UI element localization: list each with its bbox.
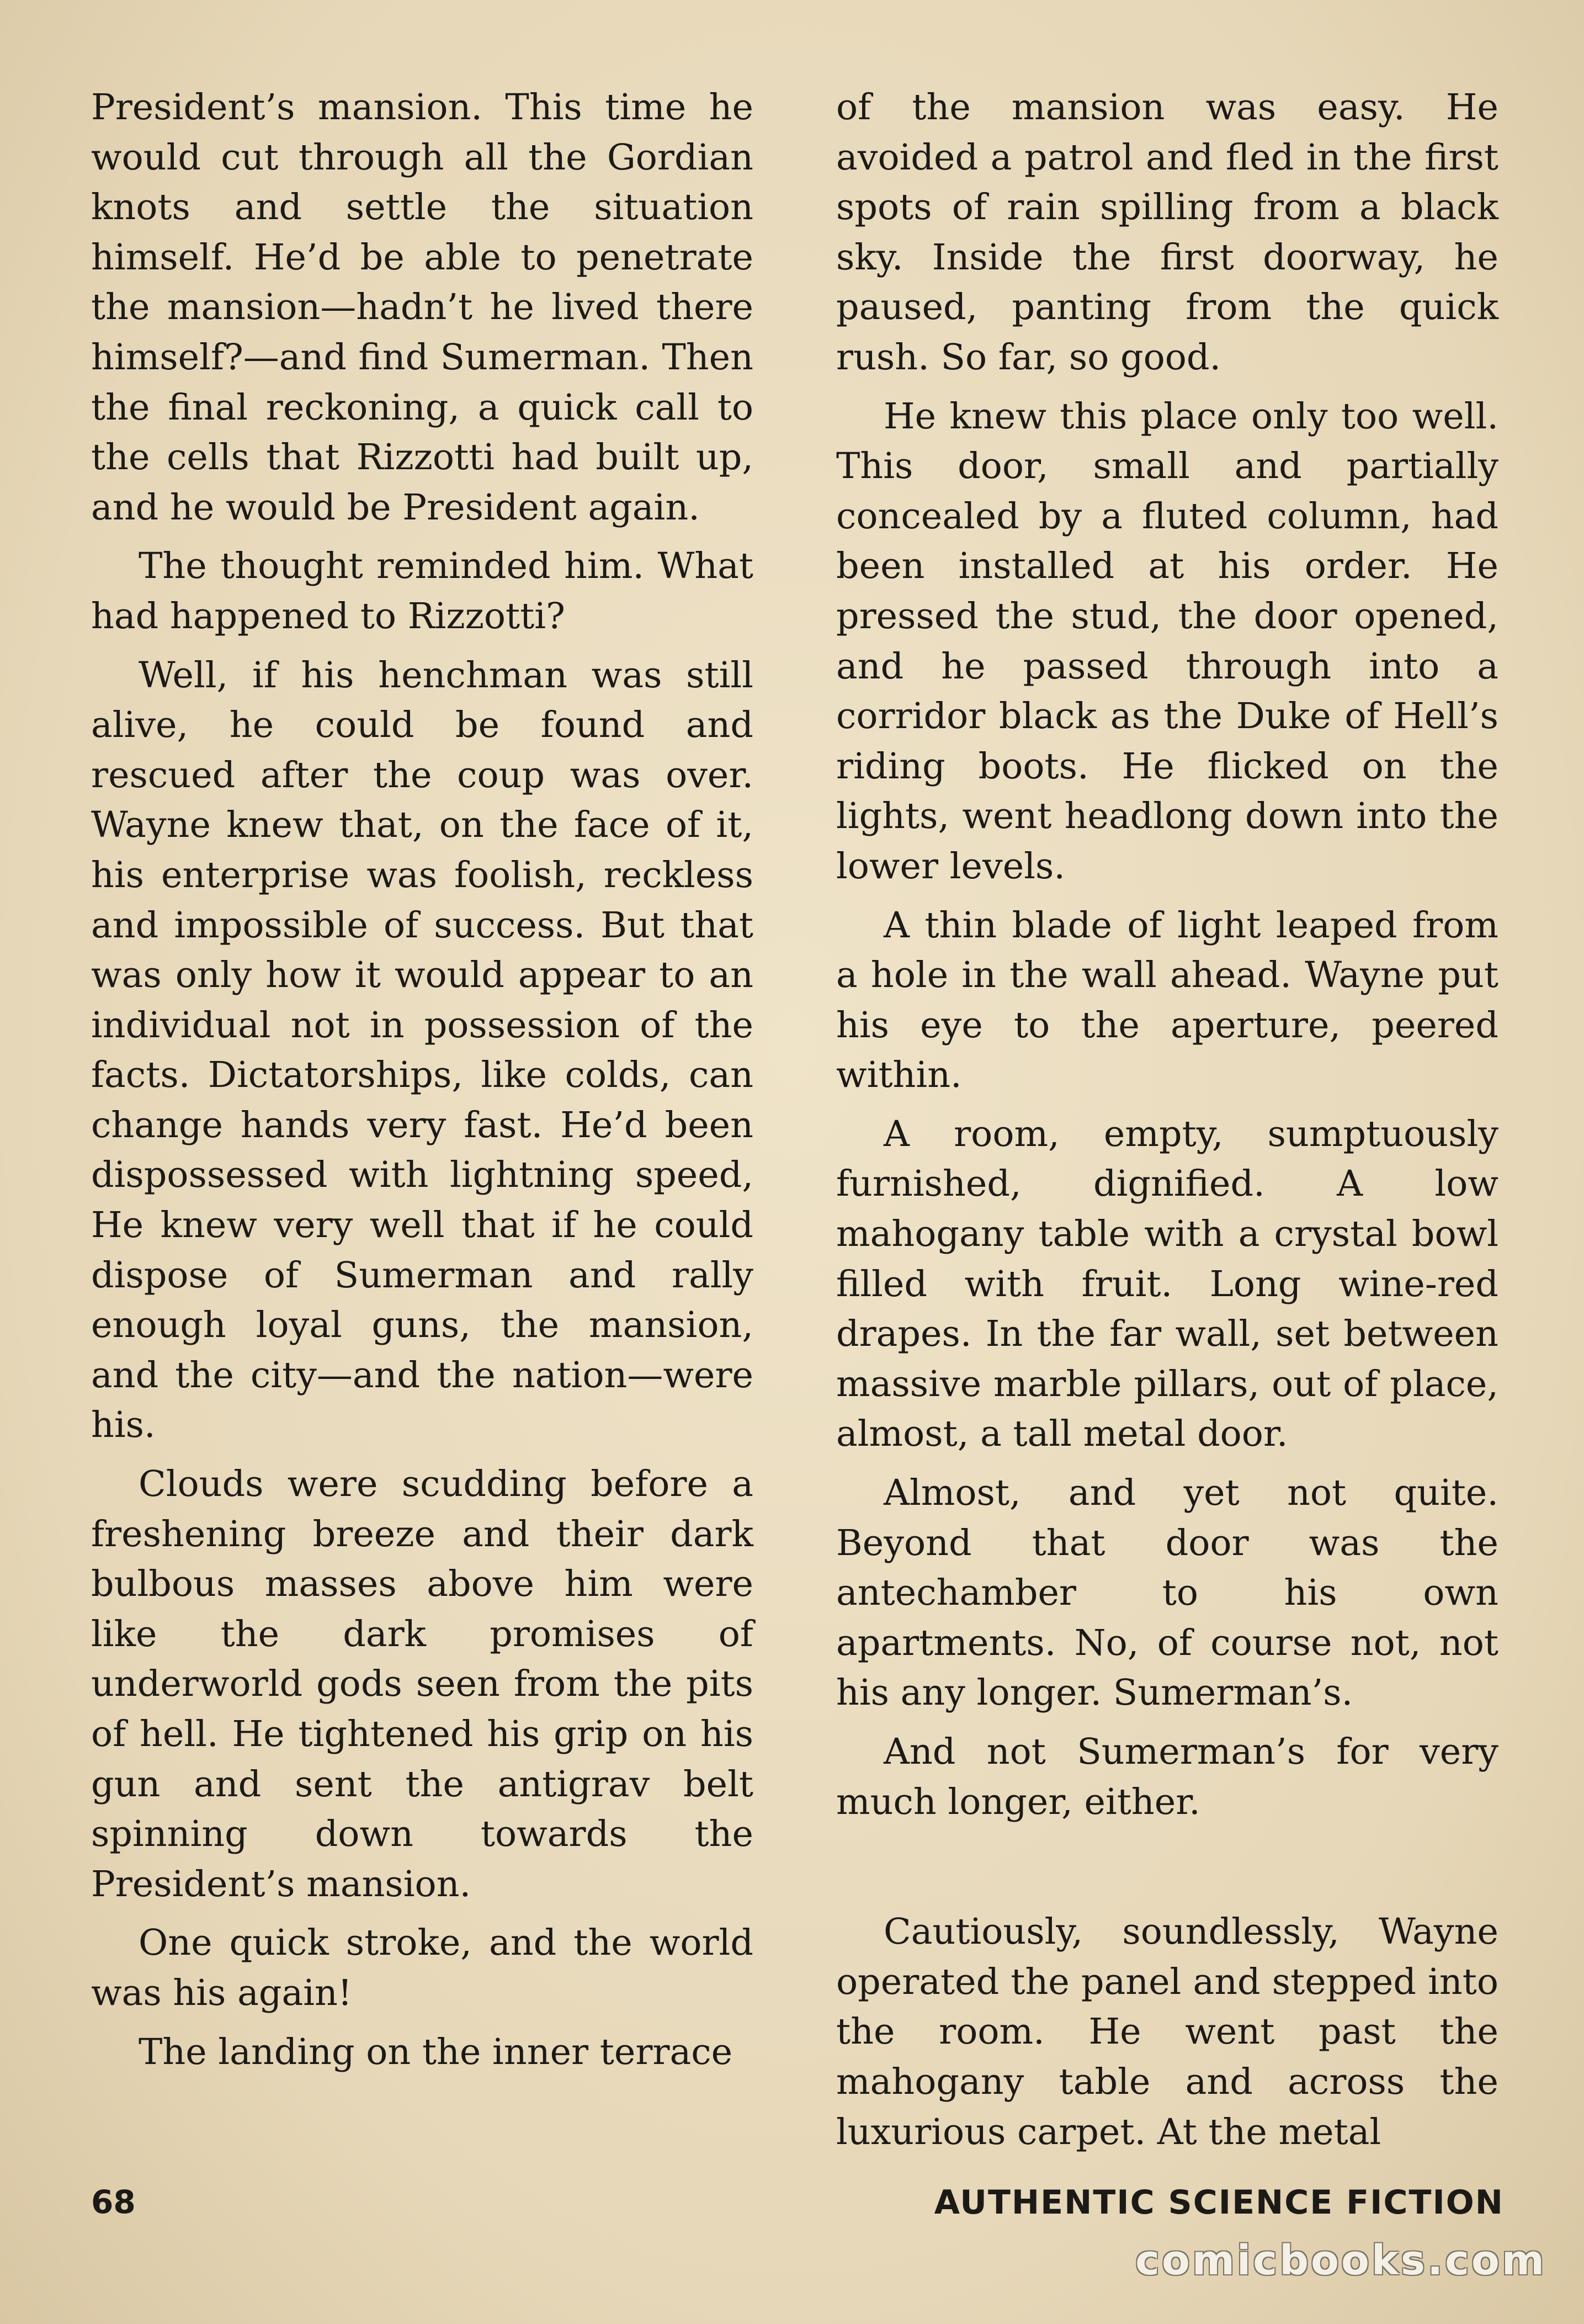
paragraph: Cautiously, soundlessly, Wayne operated the panel and stepped into the room. He went past the mahogany table and across the luxurious carpet. At the metal	[836, 1911, 1498, 2153]
right-text-column	[836, 83, 1498, 2166]
paragraph: Clouds were scudding before a freshening breeze and their dark bulbous masses above him were like the dark promises of underworld gods seen from the pits of hell. He tightened his grip on his gun and sent the antigrav belt spinning down towards the President’s mansion.	[91, 1463, 753, 1905]
paragraph: The thought reminded him. What had happened to Rizzotti?	[91, 545, 753, 637]
paragraph: The landing on the inner terrace	[139, 2031, 733, 2073]
left-text-column	[91, 83, 753, 2086]
paragraph: President’s mansion. This time he would cut through all the Gordian knots and settle the situation himself. He’d be able to penetrate the mansion—hadn’t he lived there himself?—and find Sumerman. Then the final reckoning, a quick call to the cells that Rizzotti had built up, and he would be President again.	[91, 87, 753, 528]
paragraph: And not Sumerman’s for very much longer, either.	[836, 1731, 1498, 1823]
paragraph: One quick stroke, and the world was his again!	[91, 1922, 753, 2014]
running-title: AUTHENTIC SCIENCE FICTION	[934, 2183, 1504, 2222]
paragraph: A thin blade of light leaped from a hole in the wall ahead. Wayne put his eye to the aperture, peered within.	[836, 904, 1498, 1096]
paragraph: A room, empty, sumptuously furnished, dignified. A low mahogany table with a crystal bowl filled with fruit. Long wine-red drapes. In the far wall, set between massive marble pillars, out of place, almost, a tall metal door.	[836, 1113, 1498, 1455]
paragraph: He knew this place only too well. This door, small and partially concealed by a fluted column, had been installed at his order. He pressed the stud, the door opened, and he passed through into a corridor black as the Duke of Hell’s riding boots. He flicked on the lights, went headlong down into the lower levels.	[836, 395, 1498, 887]
page-number: 68	[91, 2183, 136, 2221]
paragraph: Well, if his henchman was still alive, he could be found and rescued after the coup was over. Wayne knew that, on the face of it, his enterprise was foolish, reckless and impossible of success. But that was only how it would appear to an individual not in possession of the facts. Dictatorships, like colds, can change hands very fast. He’d been dispossessed with lightning speed, He knew very well that if he could dispose of Sumerman and rally enough loyal guns, the mansion, and the city—and the nation—were his.	[91, 654, 753, 1446]
paragraph: Almost, and yet not quite. Beyond that door was the antechamber to his own apartments. No, of course not, not his any longer. Sumerman’s.	[836, 1472, 1498, 1714]
watermark: comicbooks.com	[1135, 2237, 1546, 2284]
paragraph: of the mansion was easy. He avoided a patrol and fled in the first spots of rain spilling from a black sky. Inside the first doorway, he paused, panting from the quick rush. So far, so good.	[836, 87, 1498, 378]
